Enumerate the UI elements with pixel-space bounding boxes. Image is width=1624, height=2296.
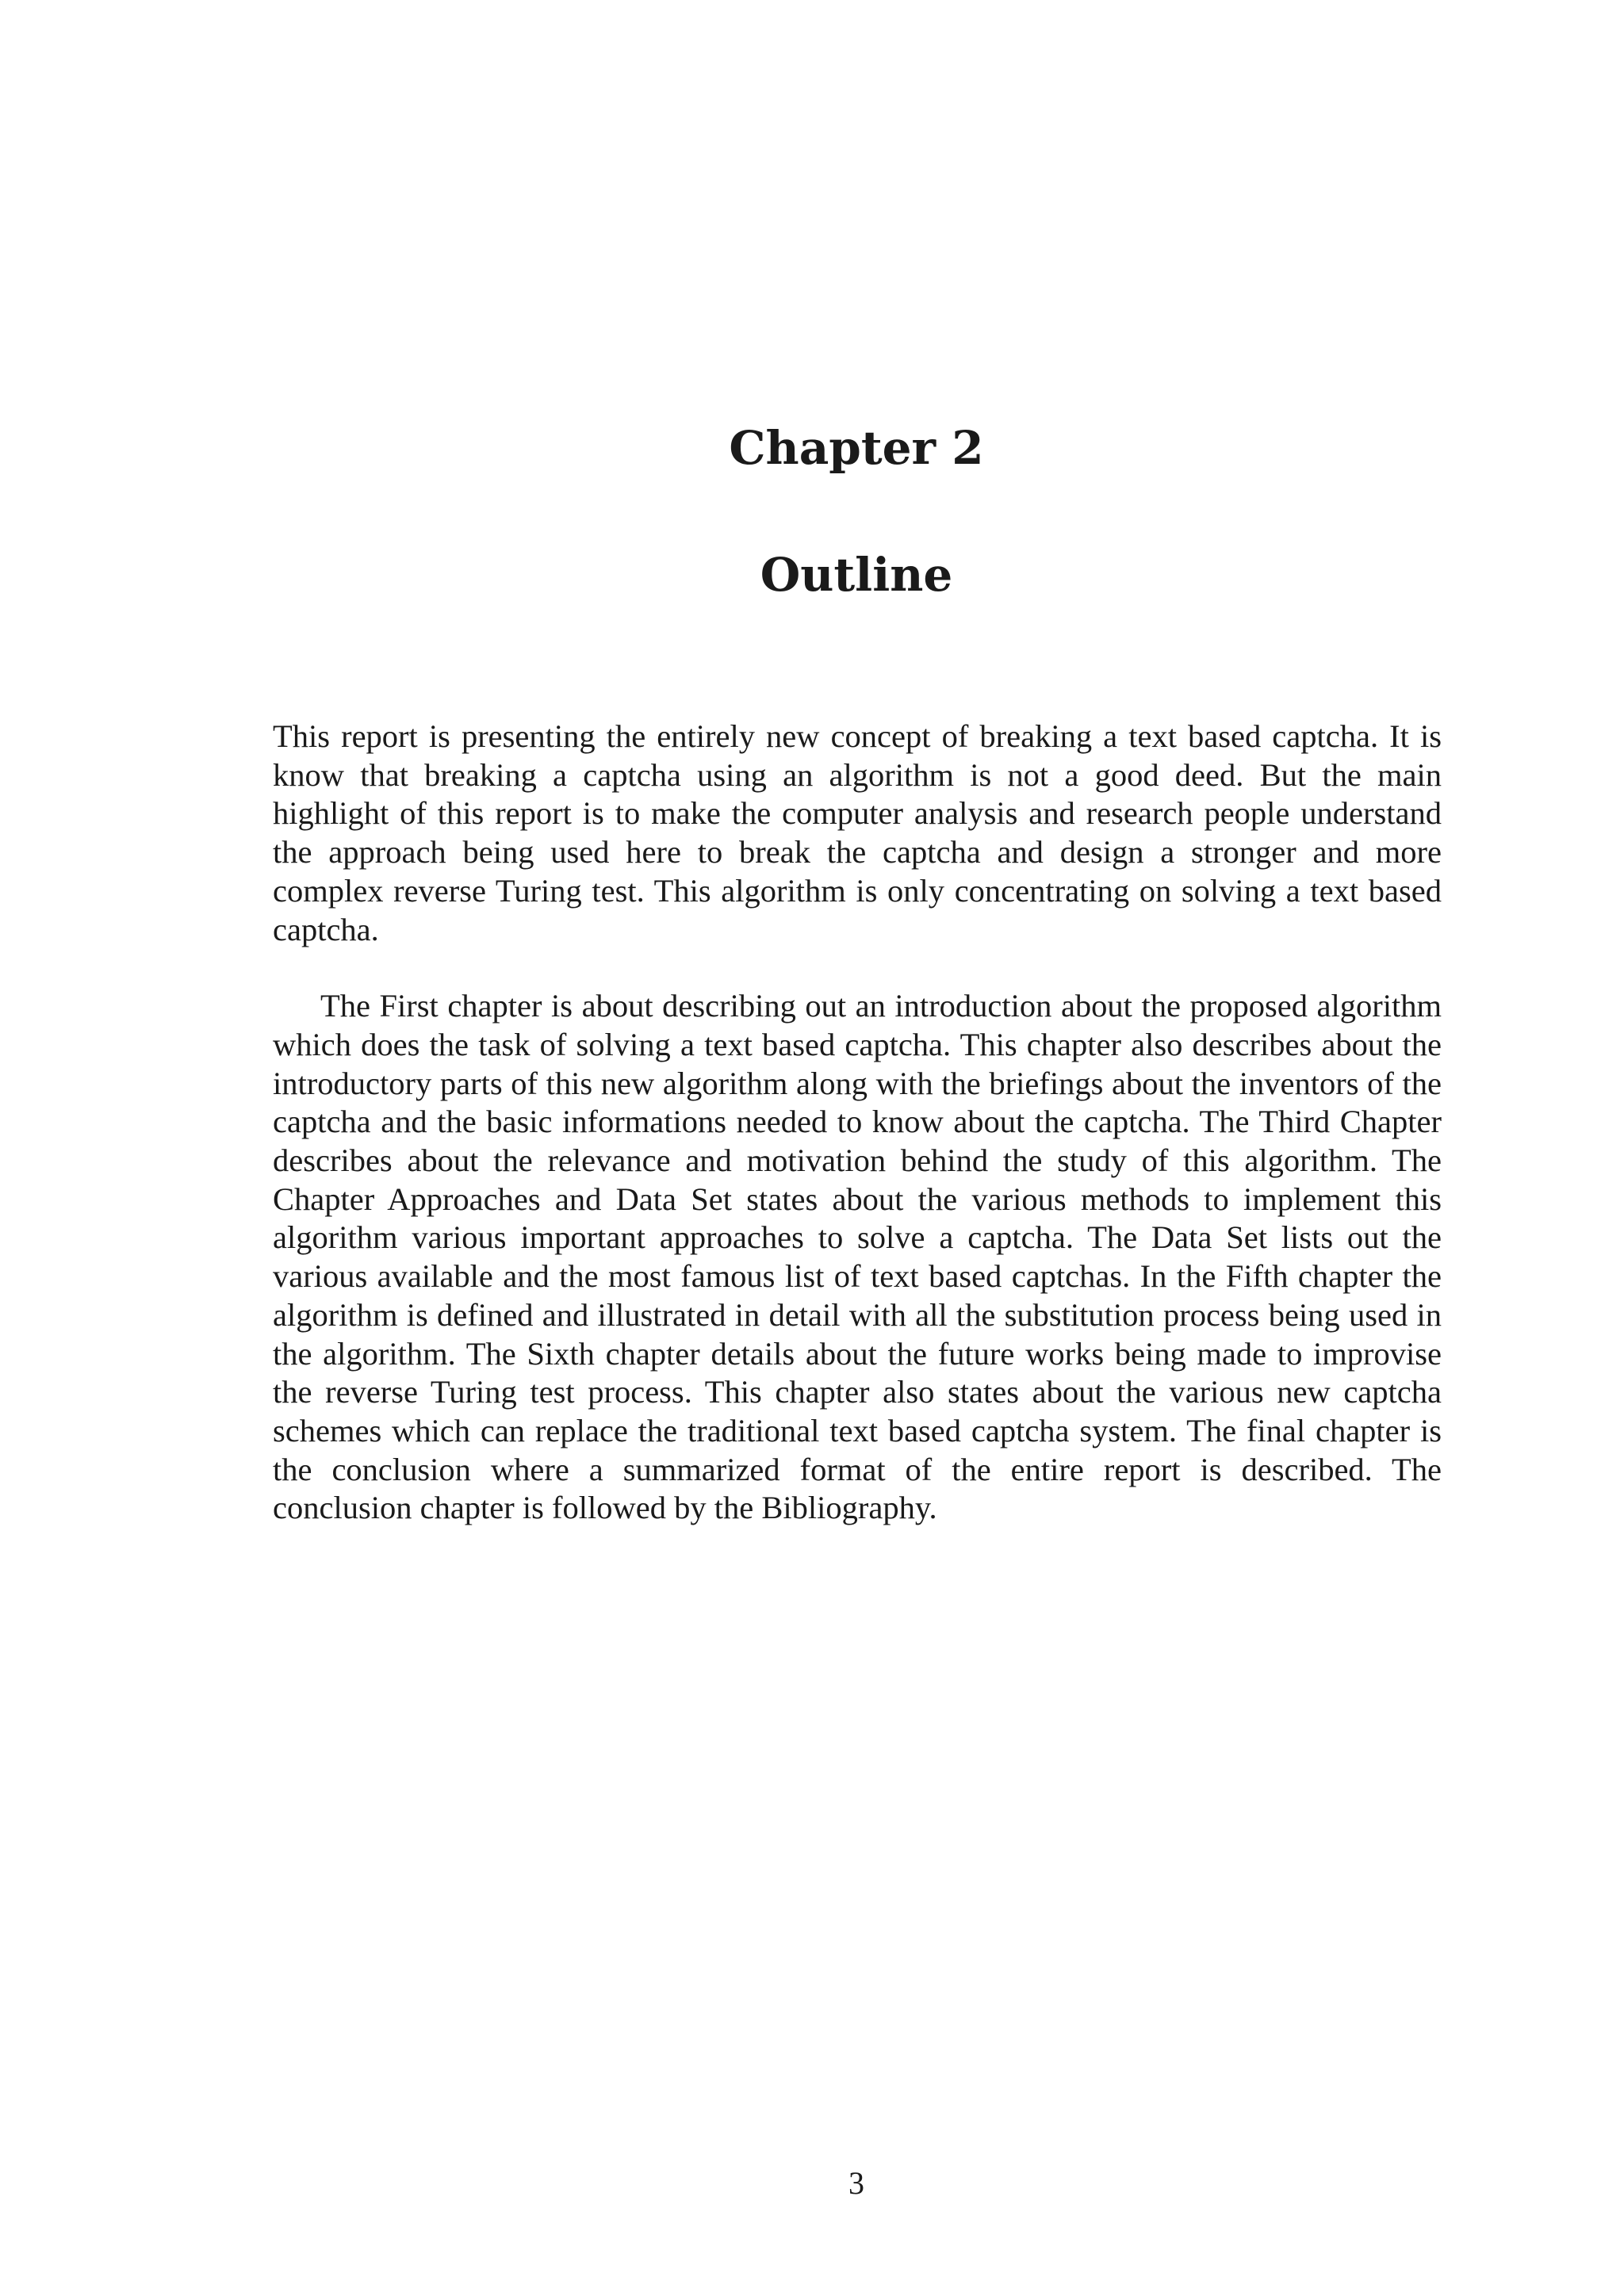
chapter-label: Chapter 2 xyxy=(729,421,984,475)
paragraph: This report is presenting the entirely new concept of breaking a text based captcha. It is know that breaking a captcha using an algorithm is not a good deed. But the main highlight of this report is to make the computer analysis and research people understand the approach being used here to break the captcha and design a stronger and more complex reverse Turing test. This algorithm is only concentrating on solving a text based captcha. xyxy=(273,718,1442,947)
page-number: 3 xyxy=(848,2165,864,2201)
chapter-title: Outline xyxy=(760,548,953,602)
body-text xyxy=(273,718,1442,1528)
paragraph: The First chapter is about describing out an introduction about the proposed algorithm which does the task of solving a text based captcha. This chapter also describes about the introductory parts of this new algorithm along with the briefings about the inventors of the captcha and the basic informations needed to know about the captcha. The Third Chapter describes about the relevance and motivation behind the study of this algorithm. The Chapter Approaches and Data Set states about the various methods to implement this algorithm various important approaches to solve a captcha. The Data Set lists out the various available and the most famous list of text based captchas. In the Fifth chapter the algorithm is defined and illustrated in detail with all the substitution process being used in the algorithm. The Sixth chapter details about the future works being made to improvise the reverse Turing test process. This chapter also states about the various new captcha schemes which can replace the traditional text based captcha system. The final chapter is the conclusion where a summarized format of the entire report is described. The conclusion chapter is followed by the Bibliography. xyxy=(273,988,1442,1526)
